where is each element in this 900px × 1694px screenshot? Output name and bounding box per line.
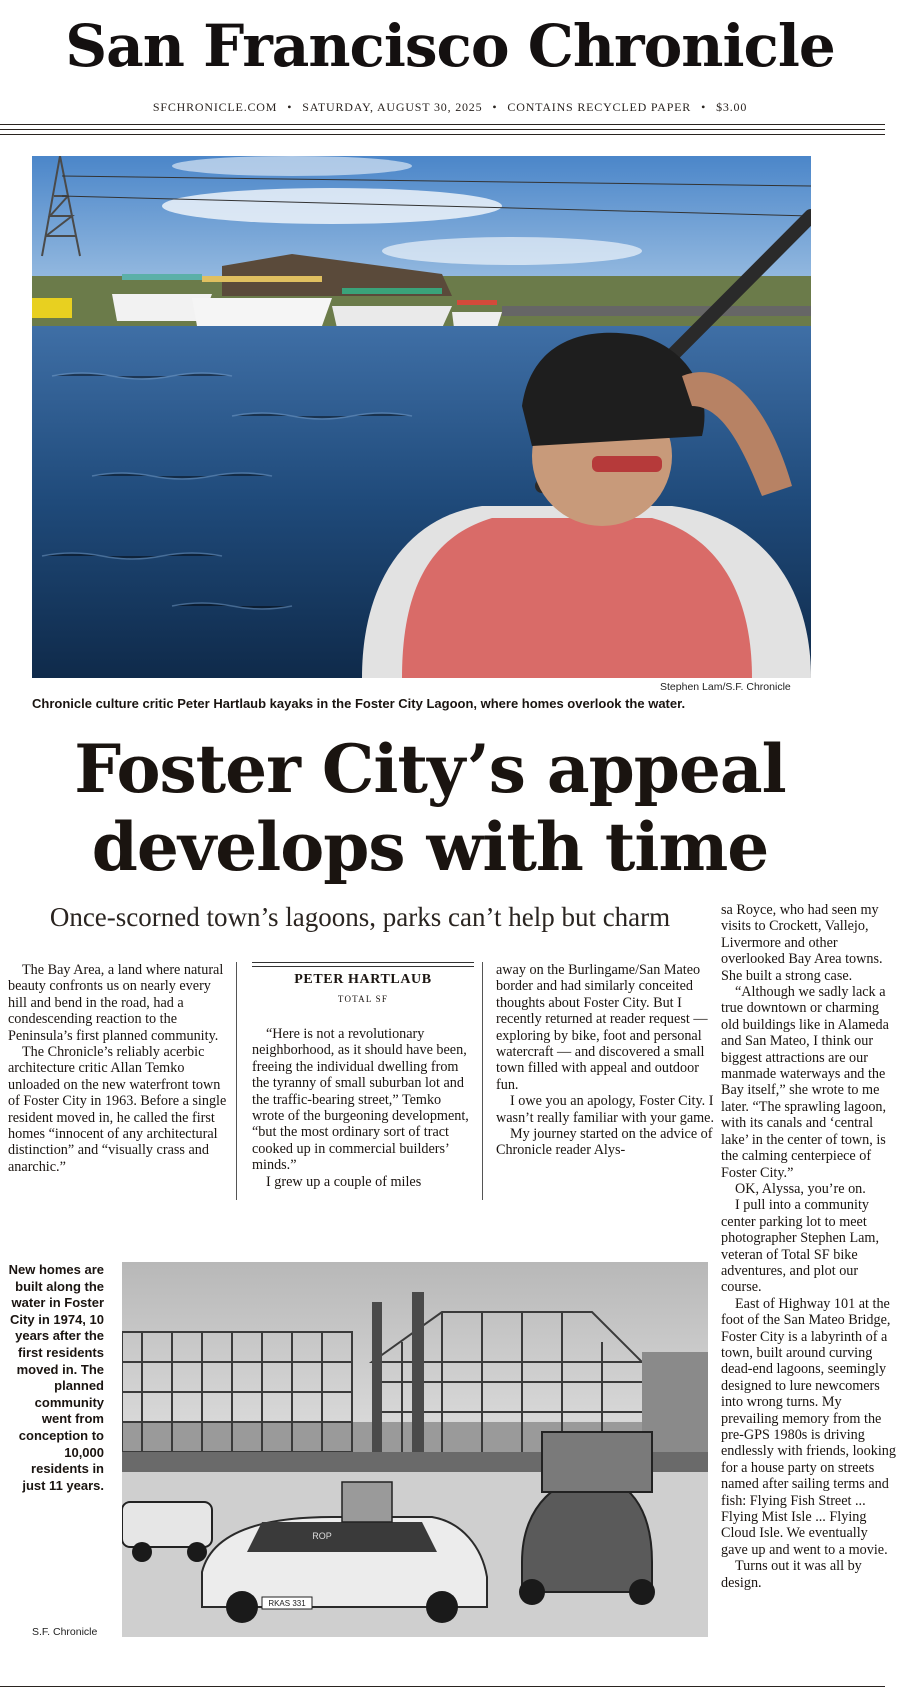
col4-paragraph: I pull into a community center parking lot to meet photographer Stephen Lam, veteran of Total SF bike adventures, and plot our course. — [721, 1197, 879, 1296]
headline — [0, 730, 860, 886]
bottom-photo-credit: S.F. Chronicle — [32, 1626, 98, 1638]
paper-note: CONTAINS RECYCLED PAPER — [507, 100, 692, 114]
article-column-3 — [496, 962, 714, 1159]
issue-date: SATURDAY, AUGUST 30, 2025 — [302, 100, 483, 114]
headline-line-2: develops with time — [91, 808, 769, 886]
masthead-rule-3 — [0, 134, 885, 135]
dateline: SFCHRONICLE.COM • SATURDAY, AUGUST 30, 2025 • CONTAINS RECYCLED PAPER • $3.00 — [152, 100, 748, 114]
headline-line-1: Foster City’s appeal — [74, 730, 786, 808]
column-divider — [236, 962, 237, 1200]
col2-paragraph: “Here is not a revolutionary neighborhood, as it should have been, freeing the individual dwelling from the tyranny of small suburban lot and the traffic-bearing street,” Temko wrote of the burgeoning development, “but the most ordinary sort of tract cooked up in commercial builders’ minds.” — [252, 1026, 469, 1174]
col1-paragraph: The Bay Area, a land where natural beauty confronts us on nearly every hill and bend in the road, had a condescending reaction to the Peninsula’s first planned community. — [8, 962, 224, 1044]
top-photo-credit: Stephen Lam/S.F. Chronicle — [660, 681, 791, 693]
byline-box — [252, 962, 474, 1004]
byline-name: PETER HARTLAUB — [294, 972, 432, 987]
col3-paragraph: away on the Burlingame/San Mateo border and had similarly conceited thoughts about Foster City. But I recently returned at reader request — exploring by bike, foot and personal watercraft — and discovered a small town filled with appeal and outdoor fun. — [496, 962, 708, 1093]
masthead-rule-2 — [0, 129, 885, 130]
col4-paragraph: sa Royce, who had seen my visits to Crockett, Vallejo, Livermore and other overlooked Bay Area towns. She built a strong case. — [721, 902, 883, 984]
byline-section: TOTAL SF — [337, 994, 389, 1004]
article-column-2 — [252, 1026, 474, 1190]
col4-paragraph: OK, Alyssa, you’re on. — [735, 1180, 866, 1197]
column-divider — [482, 962, 483, 1200]
construction-1974-photo — [122, 1262, 708, 1637]
page-bottom-rule — [0, 1686, 885, 1687]
article-column-1 — [8, 962, 230, 1175]
col4-paragraph: “Although we sadly lack a true downtown or charming old buildings like in Alameda and San Mateo, I think our biggest attractions are our manmade waterways and the Bay itself,” she wrote to me later. “The sprawling lagoon, with its canals and ‘central lake’ in the center of town, is the calming centerpiece of Foster City.” — [721, 984, 889, 1181]
left-car-plate: RKAS 331 — [268, 1599, 306, 1608]
article-column-4 — [721, 902, 897, 1591]
col1-paragraph: The Chronicle’s reliably acerbic architecture critic Allan Temko unloaded on the new waterfront town of Foster City in 1963. Before a single resident moved in, he called the first homes “innocent of any architectural distinction” and “visually crass and anarchic.” — [8, 1044, 227, 1175]
col3-paragraph: My journey started on the advice of Chronicle reader Alys- — [496, 1126, 713, 1159]
kayak-lagoon-photo — [32, 156, 811, 678]
col3-paragraph: I owe you an apology, Foster City. I wasn’t really familiar with your game. — [496, 1093, 715, 1126]
left-car-sticker: ROP — [312, 1531, 332, 1541]
col4-paragraph: East of Highway 101 at the foot of the San Mateo Bridge, Foster City is a labyrinth of a town, built around curving dead-end lagoons, seemingly designed to lure newcomers into wrong turns. My prevailing memory from the pre-GPS 1980s is driving endlessly with friends, looking for a house party on streets named after sailing terms and fish: Flying Fish Street ... Flying Mist Isle ... Flying Cloud Isle. We eventually gave up and went to a movie. — [721, 1295, 896, 1558]
site-url: SFCHRONICLE.COM — [152, 100, 278, 114]
deck-subhead: Once-scorned town’s lagoons, parks can’t help but charm — [49, 902, 671, 932]
masthead-title: San Francisco Chronicle — [65, 12, 835, 80]
col4-paragraph: Turns out it was all by design. — [721, 1558, 862, 1591]
bottom-photo-caption: New homes are built along the water in Foster City in 1974, 10 years after the first residents moved in. The planned community went from conception to 10,000 residents in just 11 years. — [8, 1262, 104, 1493]
top-photo-caption: Chronicle culture critic Peter Hartlaub kayaks in the Foster City Lagoon, where homes overlook the water. — [32, 696, 686, 711]
price: $3.00 — [716, 100, 748, 114]
masthead-rule-1 — [0, 124, 885, 125]
col2-paragraph: I grew up a couple of miles — [266, 1173, 422, 1190]
